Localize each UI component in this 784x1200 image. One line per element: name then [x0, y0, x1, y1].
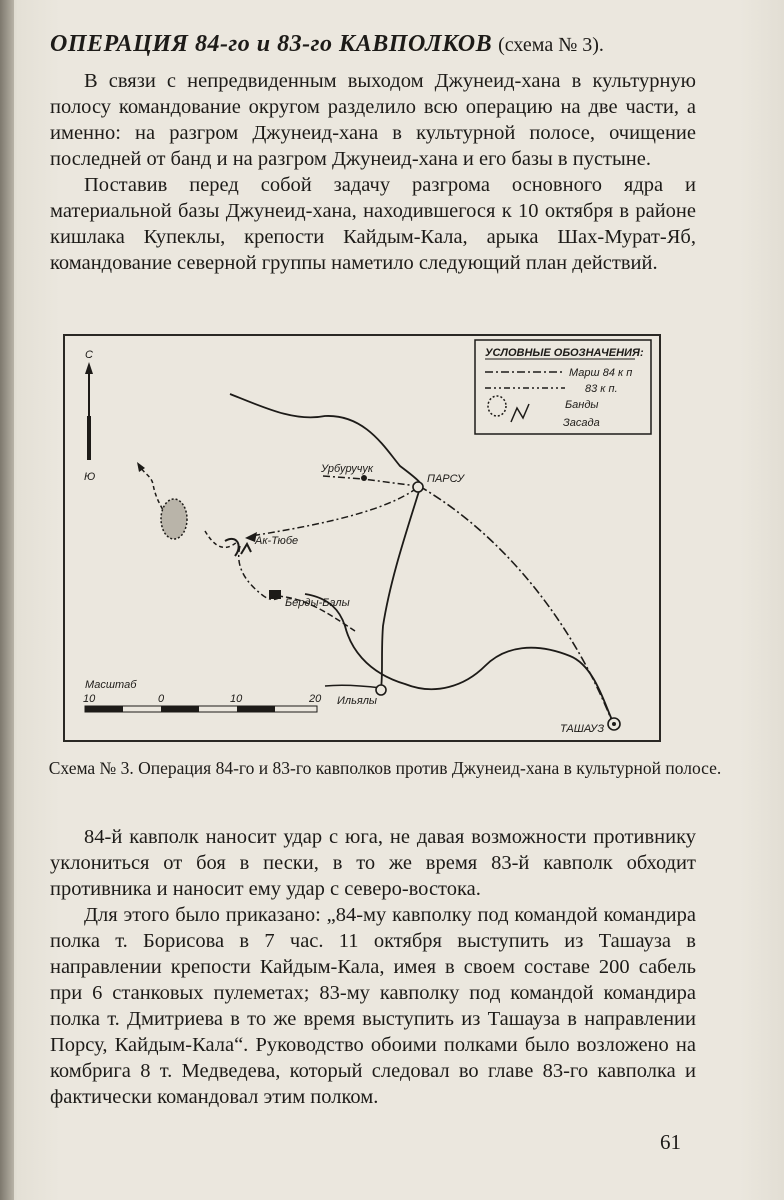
section-title-ref: (схема № 3).: [498, 34, 604, 56]
section-title: [50, 28, 740, 61]
paragraph: 84-й кавполк наносит удар с юга, не давая возможности противнику уклониться от боя в пески, в то же время 83-й кавполк обходит противника и наносит ему удар с северо-востока.: [50, 826, 696, 900]
place-berdy-baly: Берды-Балы: [285, 597, 350, 609]
ambush-symbol-icon: [511, 404, 529, 422]
scale-tick-label: 10: [230, 693, 243, 705]
section-title-main: ОПЕРАЦИЯ 84-го и 83-го КАВПОЛКОВ: [50, 31, 493, 57]
legend-title: УСЛОВНЫЕ ОБОЗНАЧЕНИЯ:: [485, 347, 644, 359]
map-drawing: [65, 336, 659, 740]
route-porsu-aktyube: [251, 488, 417, 536]
place-ilyaly: Ильялы: [337, 695, 378, 707]
band-cluster: [161, 499, 187, 539]
legend-ambush: Засада: [563, 417, 600, 429]
urburuchuk-dot: [361, 475, 367, 481]
page-number: 61: [660, 1130, 681, 1154]
band-symbol-icon: [488, 396, 506, 416]
ilyaly-marker: [376, 685, 386, 695]
place-porsu: ПАРСУ: [427, 473, 465, 485]
paragraph: В связи с непредвиденным выходом Джунеид-хана в культурную полосу командование округом разделило всю операцию на две части, а именно: на разгром Джунеид-хана в культурной полосе, очищение последней от банд и на разгром Джунеид-хана и его базы в пустыне.: [50, 70, 696, 170]
scale-tick-label: 0: [158, 693, 165, 705]
place-tashauz: ТАШАУЗ: [560, 723, 605, 735]
paragraph: Поставив перед собой задачу разгрома основного ядра и материальной базы Джунеид-хана, находившегося к 10 октября в районе кишлака Купеклы, крепости Кайдым-Кала, арыка Шах-Мурат-Яб, командование северной группы наметило следующий план действий.: [50, 174, 696, 274]
road-porsu-ilyaly: [381, 488, 420, 688]
berdy-baly-marker: [269, 590, 281, 599]
porsu-marker: [413, 482, 423, 492]
scale-tick-label: 20: [309, 693, 322, 705]
scheme-map: [63, 334, 661, 742]
figure-caption: Схема № 3. Операция 84-го и 83-го кавполков против Джунеид-хана в культурной полосе.: [48, 758, 722, 778]
road-ilyaly-west: [325, 685, 381, 688]
north-arrow: [84, 349, 95, 483]
route-tashauz-porsu: [419, 486, 613, 724]
place-urburuchuk: Урбуручук: [321, 463, 374, 475]
book-spine: [0, 0, 14, 1200]
north-label: С: [85, 349, 93, 361]
legend-84: Марш 84 к п: [569, 367, 633, 379]
scale-tick-label: 10: [83, 693, 96, 705]
body-text: [50, 824, 696, 1110]
place-ak-tyube: Ак-Тюбе: [255, 535, 299, 547]
route-urburuchuk-porsu: [323, 476, 417, 486]
legend-bands: Банды: [565, 399, 599, 411]
intro-text: [50, 68, 696, 276]
south-label: Ю: [84, 471, 96, 483]
legend-83: 83 к п.: [585, 383, 618, 395]
map-scale: [83, 679, 322, 712]
paragraph: Для этого было приказано: „84-му кавполку под командой командира полка т. Борисова в 7 час. 11 октября выступить из Ташауза в направлении крепости Кайдым-Кала, имея в своем составе 200 сабель при 6 станковых пулеметах; 83-му кавполку под командой командира полка т. Дмитриева в то же время выступить из Ташауза в направлении Порсу, Кайдым-Кала“. Руководство обоими полками было возложено на комбрига 8 т. Медведева, который следовал во главе 83-го кавполка и фактически командовал этим полком.: [50, 904, 696, 1108]
scale-label: Масштаб: [85, 679, 137, 691]
map-legend: [475, 340, 651, 434]
